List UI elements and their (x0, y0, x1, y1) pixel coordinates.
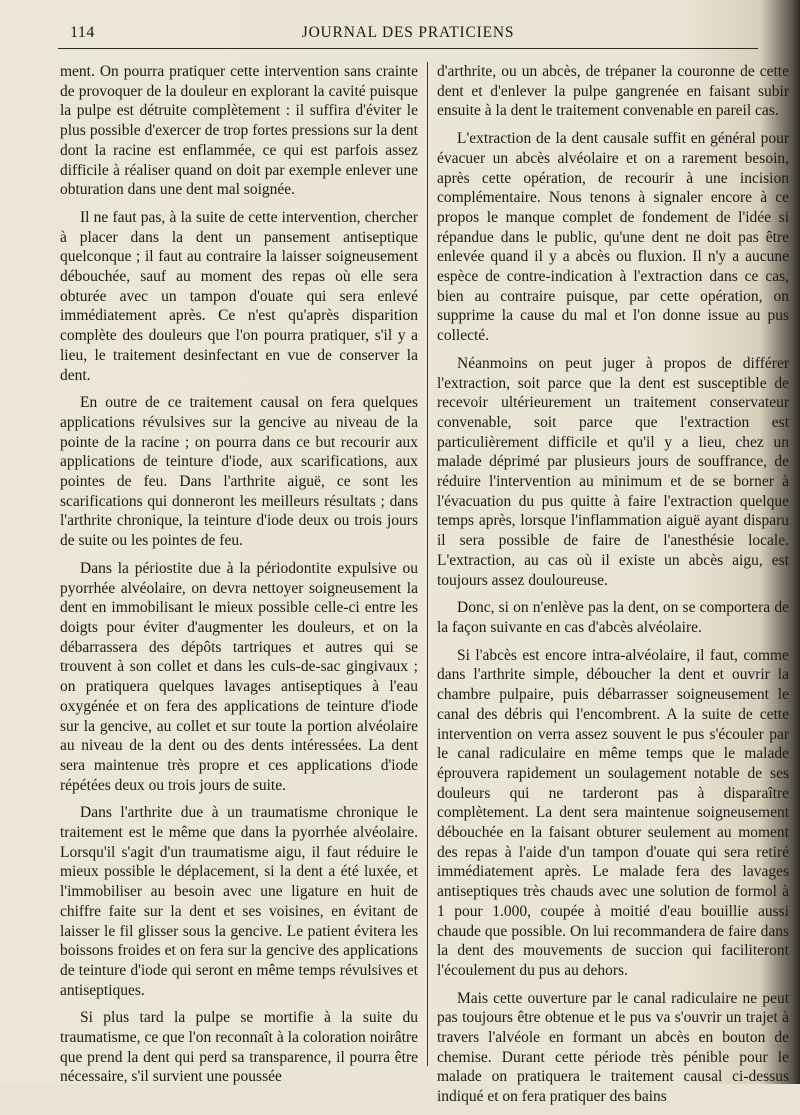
paragraph: Il ne faut pas, à la suite de cette intervention, chercher à placer dans la dent un pansement antiseptique quelconque ; il faut au contraire la laisser soigneusement débouchée, sauf au moment des repas où elle sera obturée avec un tampon d'ouate qui sera enlevé immédiatement après. Ce n'est qu'après disparition complète des douleurs que l'on pourra pratiquer, s'il y a lieu, le traitement desinfectant en vue de conserver la dent. (60, 208, 418, 384)
paragraph: Dans la périostite due à la périodontite expulsive ou pyorrhée alvéolaire, on devra nettoyer soigneusement la dent en immobilisant le mieux possible celle-ci entre les doigts pour éviter d'augmenter les douleurs, et on la débarrassera des dépôts tartriques et autres qui se trouvent à son collet et dans les culs-de-sac gingivaux ; on pratiquera quelques lavages antiseptiques à l'eau oxygénée et on fera des applications de teinture d'iode sur la gencive, au collet et sur toute la portion alvéolaire au niveau de la dent ou des dents intéressées. La dent sera maintenue très propre et ces applications d'iode répétées deux ou trois jours de suite. (60, 559, 418, 794)
paragraph: Donc, si on n'enlève pas la dent, on se comportera de la façon suivante en cas d'abcès alvéolaire. (437, 599, 789, 636)
right-column (437, 62, 789, 1115)
paragraph: Dans l'arthrite due à un traumatisme chronique le traitement est le même que dans la pyorrhée alvéolaire. Lorsqu'il s'agit d'un traumatisme aigu, il faut réduire le mieux possible le déplacement, si la dent a été luxée, et l'immobiliser au besoin avec une ligature en huit de chiffre faite sur la dent et ses voisines, en évitant de laisser le fil glisser sous la gencive. Le patient évitera les boissons froides et on fera sur la gencive des applications de teinture d'iode qui seront en même temps révulsives et antiseptiques. (60, 804, 418, 999)
paragraph: ment. On pourra pratiquer cette intervention sans crainte de provoquer de la douleur en explorant la cavité puisque la pulpe est détruite complètement : il suffira d'éviter le plus possible d'exercer de trop fortes pressions sur la dent dont la racine est enflammée, ce qui est parfois assez difficile à réaliser quand on doit par exemple enlever une obturation dans une dent mal soignée. (60, 63, 418, 199)
paragraph: Mais cette ouverture par le canal radiculaire ne peut pas toujours être obtenue et le pus va s'ouvrir un trajet à travers l'alvéole en formant un abcès en bouton de chemise. Durant cette période très pénible pour le malade on pratiquera le traitement causal ci-dessus indiqué et on fera pratiquer des bains (437, 989, 789, 1106)
paragraph: Néanmoins on peut juger à propos de différer l'extraction, soit parce que la dent est susceptible de recevoir ultérieurement un traitement conservateur convenable, soit parce que l'extraction est particulièrement difficile et qu'il y a lieu, chez un malade déprimé par plusieurs jours de souffrance, de réduire l'intervention au minimum et de se borner à l'évacuation du pus quitte à faire l'extraction quelque temps après, lorsque l'inflammation aiguë ayant disparu il sera possible de faire de l'anesthésie locale. L'extraction, au cas où il existe un abcès aigu, est toujours assez douloureuse. (437, 354, 789, 589)
paragraph: L'extraction de la dent causale suffit en général pour évacuer un abcès alvéolaire et on a rarement besoin, après cette opération, de recourir à une incision complémentaire. Nous tenons à signaler encore à ce propos le manque complet de fondement de l'idée si répandue dans le public, qu'une dent ne doit pas être enlevée quand il y a abcès ou fluxion. Il n'y a aucune espèce de contre-indication à l'extraction dans ce cas, bien au contraire puisque, par cette opération, on supprime la cause du mal et l'on donne issue au pus collecté. (437, 130, 789, 345)
paragraph: Si l'abcès est encore intra-alvéolaire, il faut, comme dans l'arthrite simple, déboucher la dent et ouvrir la chambre pulpaire, puis débarrasser soigneusement le canal des débris qui l'encombrent. A la suite de cette intervention on verra assez souvent le pus s'écouler par le canal radiculaire en même temps que le malade éprouvera rapidement un soulagement notable de ses douleurs qui ne tarderont pas à disparaître complètement. La dent sera maintenue soigneusement débouchée en la faisant obturer seulement au moment des repas à l'aide d'un tampon d'ouate qui sera retiré immédiatement après. Le malade fera des lavages antiseptiques très chauds avec une solution de formol à 1 pour 1.000, coupée à moitié d'eau bouillie aussi chaude que possible. On lui recommandera de faire dans la dent des mouvements de succion qui faciliteront l'écoulement du pus au dehors. (437, 646, 789, 979)
paragraph: d'arthrite, ou un abcès, de trépaner la couronne de cette dent et d'enlever la pulpe gangrenée en faisant subir ensuite à la dent le traitement convenable en pareil cas. (437, 63, 789, 120)
running-title: JOURNAL DES PRATICIENS (301, 24, 515, 41)
page-number: 114 (70, 24, 95, 41)
column-divider (427, 62, 428, 1066)
paragraph: En outre de ce traitement causal on fera quelques applications révulsives sur la gencive au niveau de la pointe de la racine ; on pourra dans ce but recourir aux applications de teinture d'iode, aux scarifications, aux pointes de feu. Dans l'arthrite aiguë, ce sont les scarifications qui donneront les meilleurs résultats ; dans l'arthrite chronique, la teinture d'iode deux ou trois jours de suite ou les pointes de feu. (60, 394, 418, 550)
left-column (60, 62, 418, 1095)
page-header (58, 24, 758, 49)
paragraph: Si plus tard la pulpe se mortifie à la suite du traumatisme, ce que l'on reconnaît à la coloration noirâtre que prend la dent qui perd sa transparence, il pourra être nécessaire, s'il survient une poussée (60, 1009, 418, 1086)
